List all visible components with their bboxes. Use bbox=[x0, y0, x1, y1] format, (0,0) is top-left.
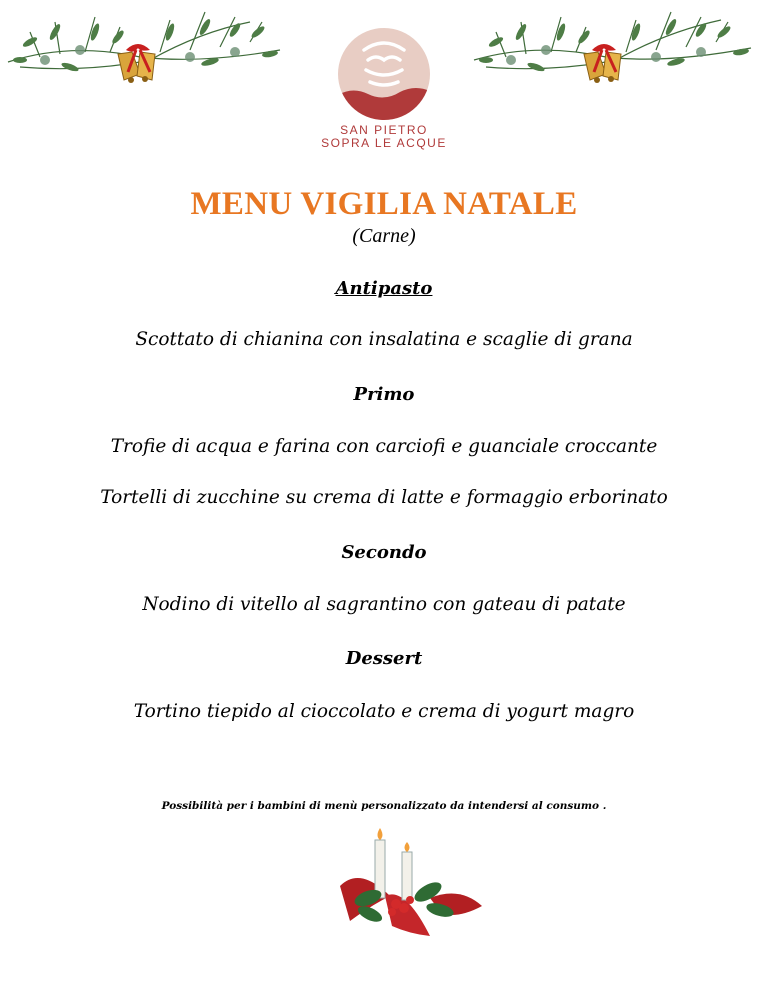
dish-item: Tortino tiepido al cioccolato e crema di yogurt magro bbox=[133, 701, 635, 722]
logo-emblem bbox=[336, 26, 432, 122]
dish-item: Tortelli di zucchine su crema di latte e formaggio erborinato bbox=[100, 487, 668, 508]
dish-item: Nodino di vitello al sagrantino con gateau di patate bbox=[142, 594, 626, 615]
footer-note: Possibilità per i bambini di menù personalizzato da intendersi al consumo . bbox=[161, 800, 607, 812]
dish-item: Trofie di acqua e farina con carciofi e guanciale croccante bbox=[110, 436, 658, 457]
garland-left-decoration bbox=[0, 2, 285, 97]
section-heading-antipasto: Antipasto bbox=[335, 278, 433, 299]
section-heading-primo: Primo bbox=[353, 384, 415, 405]
logo-text-line1: SAN PIETRO bbox=[340, 123, 428, 137]
page-subtitle: (Carne) bbox=[352, 225, 416, 247]
logo-text-line2: SOPRA LE ACQUE bbox=[321, 136, 447, 150]
section-heading-secondo: Secondo bbox=[341, 542, 427, 563]
candles-holly-icon bbox=[330, 826, 490, 944]
page-title: MENU VIGILIA NATALE bbox=[190, 186, 578, 222]
dish-item: Scottato di chianina con insalatina e scaglie di grana bbox=[135, 329, 633, 350]
garland-right-decoration bbox=[466, 2, 756, 97]
section-heading-dessert: Dessert bbox=[345, 648, 423, 669]
